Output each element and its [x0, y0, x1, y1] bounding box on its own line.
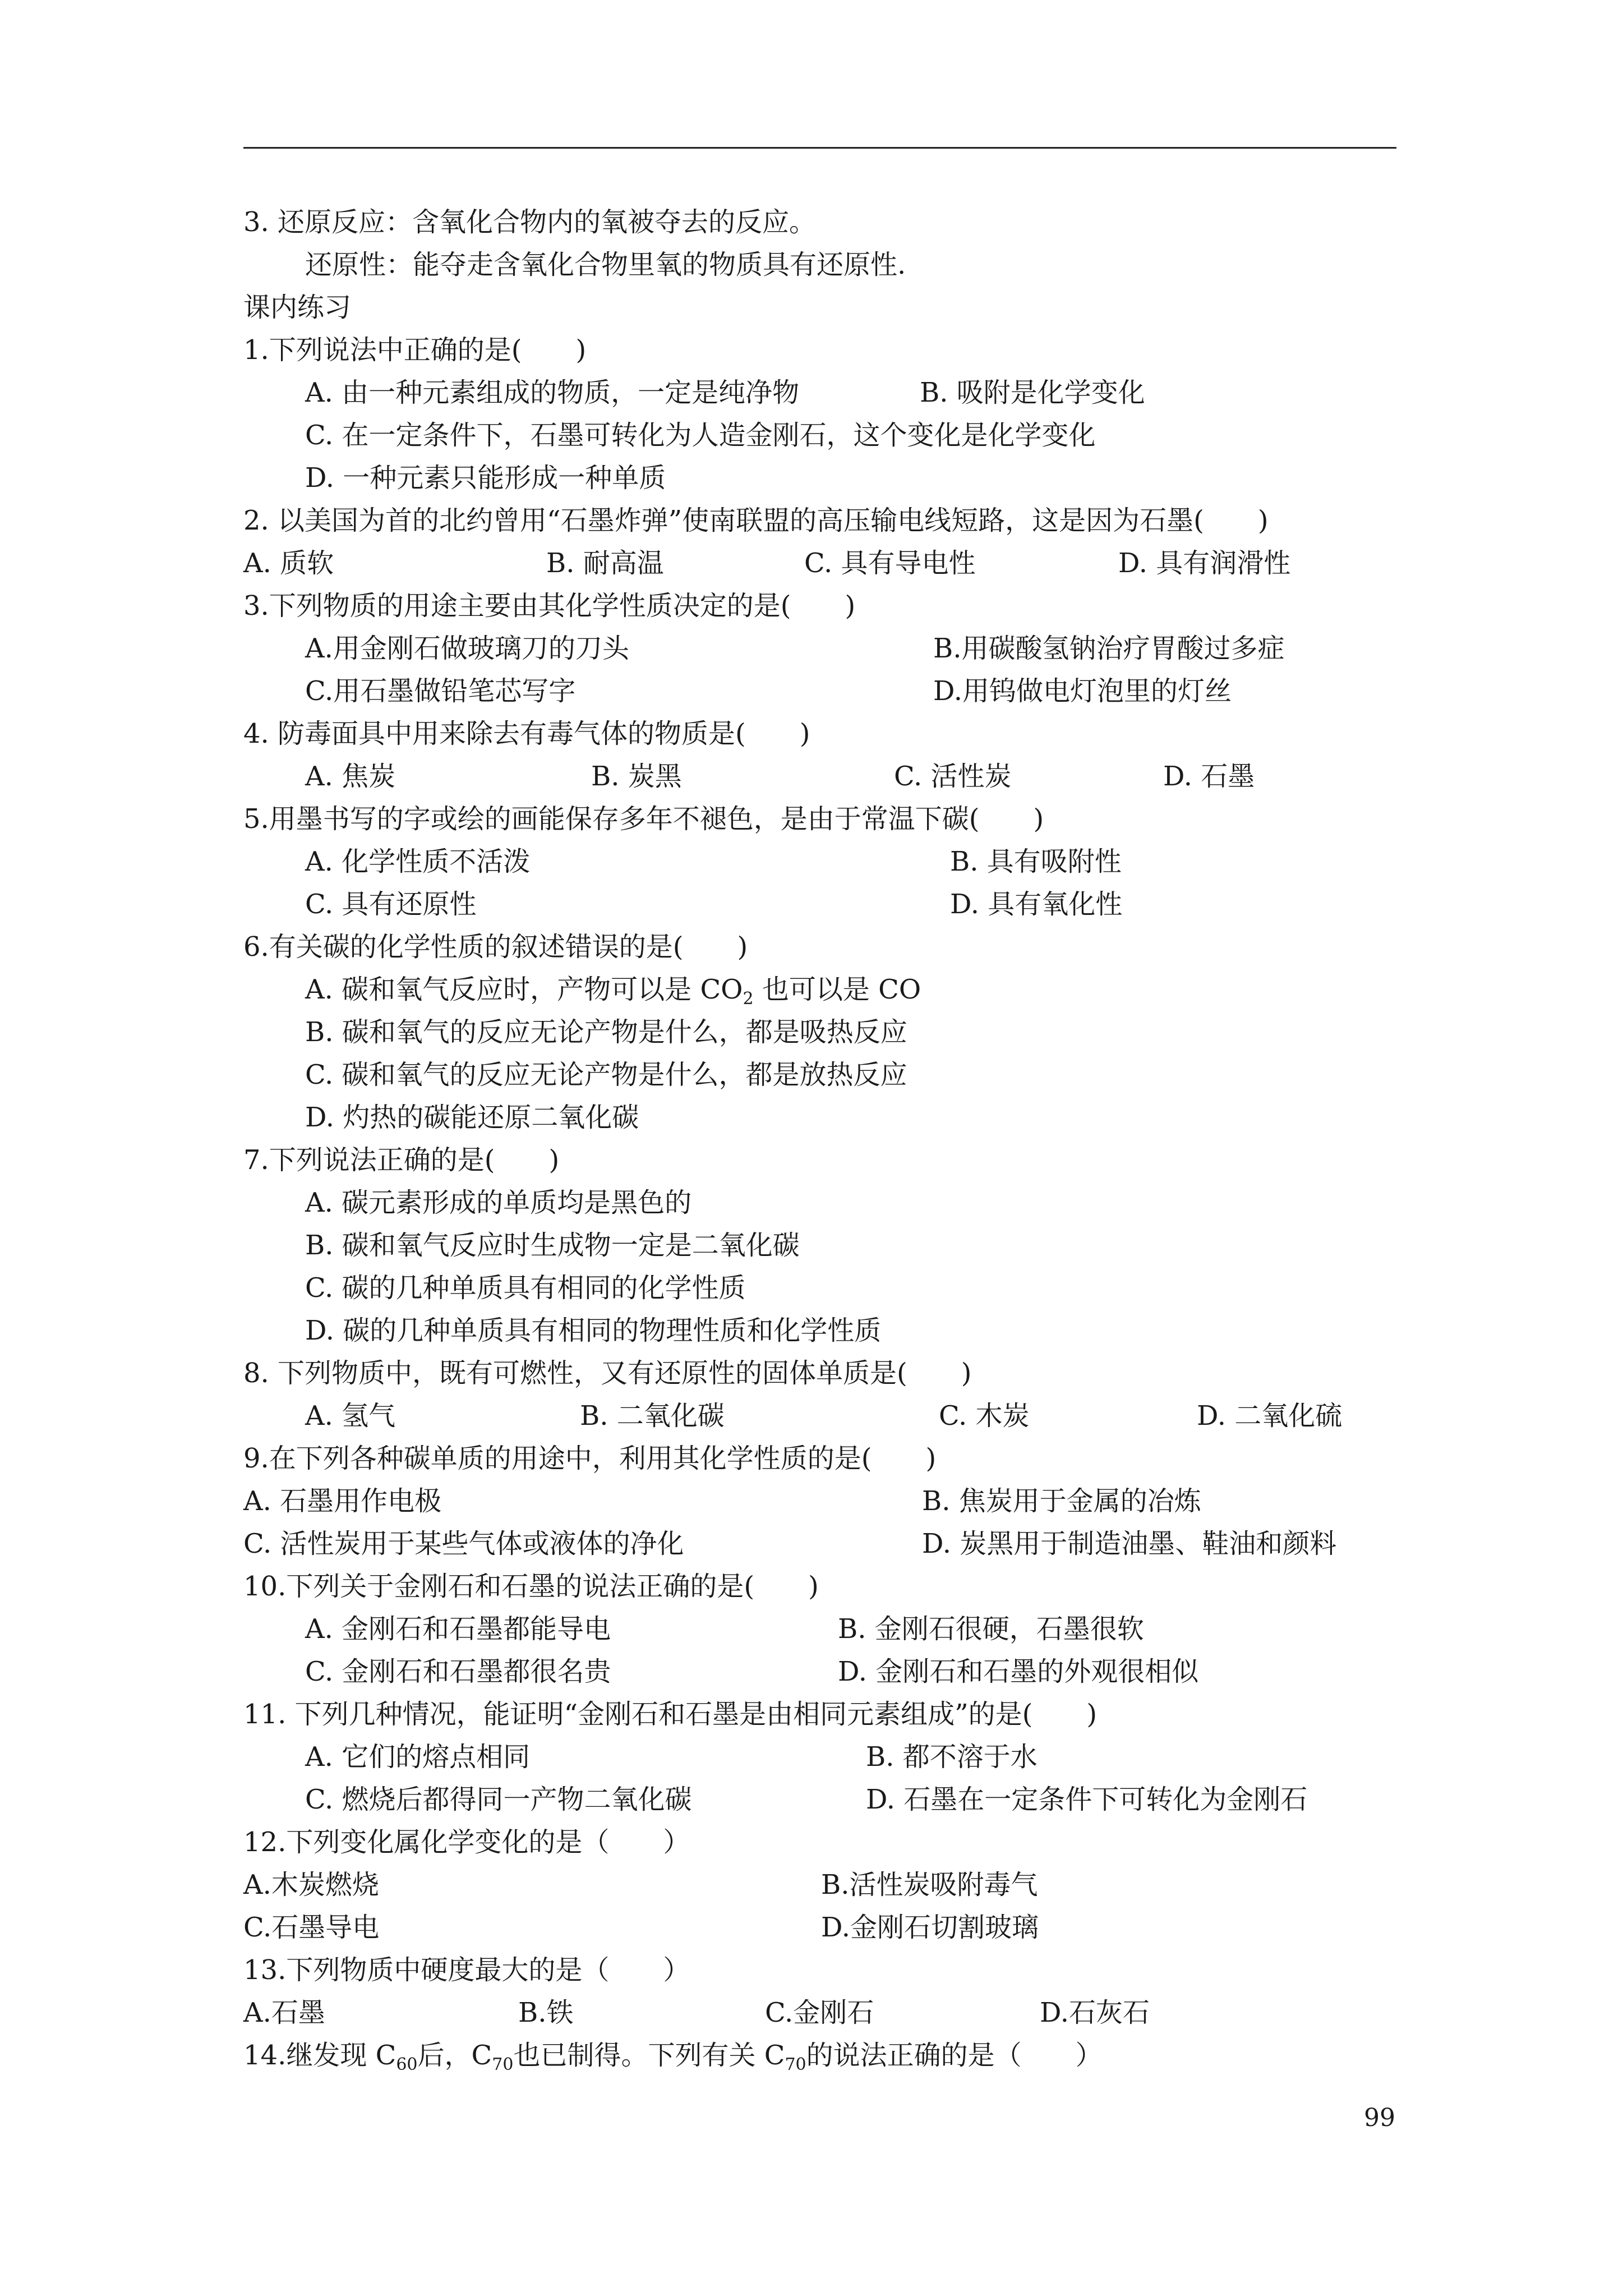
q3-option-b: B.用碳酸氢钠治疗胃酸过多症: [933, 633, 1285, 664]
co2-formula: $CO_2$: [700, 974, 754, 1009]
question-13-stem: 13.下列物质中硬度最大的是（ ）: [243, 1954, 690, 1986]
q1-option-c: C. 在一定条件下，石墨可转化为人造金刚石，这个变化是化学变化: [305, 420, 1096, 451]
q12-option-a: A.木炭燃烧: [243, 1869, 379, 1901]
q3-option-c: C.用石墨做铅笔芯写字: [305, 675, 576, 707]
q3-option-a: A.用金刚石做玻璃刀的刀头: [305, 633, 629, 664]
q13-option-a: A.石墨: [243, 1997, 325, 2028]
page-number: 99: [1364, 2104, 1395, 2132]
intro-item-3: 3. 还原反应：含氧化合物内的氧被夺去的反应。: [243, 206, 817, 238]
q11-option-b: B. 都不溶于水: [866, 1741, 1038, 1773]
q2-option-c: C. 具有导电性: [804, 547, 976, 579]
q8-option-b: B. 二氧化碳: [580, 1400, 725, 1432]
intro-reducibility: 还原性：能夺走含氧化合物里氧的物质具有还原性.: [305, 249, 906, 280]
question-8-stem: 8. 下列物质中，既有可燃性，又有还原性的固体单质是( ): [243, 1358, 972, 1389]
q12-option-c: C.石墨导电: [243, 1912, 380, 1943]
q6-option-b: B. 碳和氧气的反应无论产物是什么，都是吸热反应: [305, 1016, 907, 1048]
question-2-stem: 2. 以美国为首的北约曾用“石墨炸弹”使南联盟的高压输电线短路，这是因为石墨( ): [243, 505, 1269, 536]
q10-option-b: B. 金刚石很硬，石墨很软: [838, 1613, 1144, 1645]
q3-option-d: D.用钨做电灯泡里的灯丝: [933, 675, 1232, 707]
q5-option-b: B. 具有吸附性: [950, 846, 1122, 877]
q10-option-a: A. 金刚石和石墨都能导电: [305, 1613, 611, 1645]
q10-option-d: D. 金刚石和石墨的外观很相似: [838, 1656, 1199, 1687]
question-12-stem: 12.下列变化属化学变化的是（ ）: [243, 1826, 690, 1858]
question-5-stem: 5.用墨书写的字或绘的画能保存多年不褪色，是由于常温下碳( ): [243, 803, 1044, 835]
q1-option-b: B. 吸附是化学变化: [920, 377, 1145, 408]
section-heading: 课内练习: [243, 292, 352, 323]
q6-option-d: D. 灼热的碳能还原二氧化碳: [305, 1102, 639, 1133]
q11-option-d: D. 石墨在一定条件下可转化为金刚石: [866, 1784, 1308, 1815]
q6-option-a: [305, 973, 921, 1016]
question-11-stem: 11. 下列几种情况，能证明“金刚石和石墨是由相同元素组成”的是( ): [243, 1699, 1098, 1730]
header-rule: [243, 147, 1396, 149]
question-1-stem: 1.下列说法中正确的是( ): [243, 334, 587, 366]
q13-option-b: B.铁: [518, 1997, 574, 2028]
q9-option-d: D. 炭黑用于制造油墨、鞋油和颜料: [922, 1528, 1337, 1559]
q2-option-a: A. 质软: [243, 547, 334, 579]
q9-option-b: B. 焦炭用于金属的冶炼: [922, 1485, 1201, 1517]
q12-option-d: D.金刚石切割玻璃: [821, 1912, 1039, 1943]
question-6-stem: 6.有关碳的化学性质的叙述错误的是( ): [243, 931, 748, 963]
q13-option-c: C.金刚石: [765, 1997, 874, 2028]
q4-option-d: D. 石墨: [1163, 761, 1255, 792]
q8-option-c: C. 木炭: [939, 1400, 1030, 1432]
q10-option-c: C. 金刚石和石墨都很名贵: [305, 1656, 611, 1687]
q7-option-c: C. 碳的几种单质具有相同的化学性质: [305, 1272, 746, 1304]
q11-option-a: A. 它们的熔点相同: [305, 1741, 531, 1773]
q5-option-a: A. 化学性质不活泼: [305, 846, 531, 877]
question-10-stem: 10.下列关于金刚石和石墨的说法正确的是( ): [243, 1571, 819, 1602]
q2-option-b: B. 耐高温: [546, 547, 664, 579]
q4-option-b: B. 炭黑: [591, 761, 682, 792]
q2-option-d: D. 具有润滑性: [1118, 547, 1291, 579]
q5-option-d: D. 具有氧化性: [950, 889, 1123, 920]
q13-option-d: D.石灰石: [1040, 1997, 1150, 2028]
q8-option-d: D. 二氧化硫: [1197, 1400, 1343, 1432]
q8-option-a: A. 氢气: [305, 1400, 396, 1432]
q7-option-b: B. 碳和氧气反应时生成物一定是二氧化碳: [305, 1230, 800, 1261]
q9-option-c: C. 活性炭用于某些气体或液体的净化: [243, 1528, 684, 1559]
q5-option-c: C. 具有还原性: [305, 889, 477, 920]
q7-option-d: D. 碳的几种单质具有相同的物理性质和化学性质: [305, 1315, 882, 1346]
q11-option-c: C. 燃烧后都得同一产物二氧化碳: [305, 1784, 692, 1815]
question-3-stem: 3.下列物质的用途主要由其化学性质决定的是( ): [243, 590, 856, 622]
q9-option-a: A. 石墨用作电极: [243, 1485, 442, 1517]
q1-option-d: D. 一种元素只能形成一种单质: [305, 462, 666, 494]
q4-option-a: A. 焦炭: [305, 761, 396, 792]
q6-option-a-tail: 也可以是 CO: [762, 974, 921, 1005]
q12-option-b: B.活性炭吸附毒气: [821, 1869, 1038, 1901]
question-9-stem: 9.在下列各种碳单质的用途中，利用其化学性质的是( ): [243, 1443, 937, 1474]
q7-option-a: A. 碳元素形成的单质均是黑色的: [305, 1187, 692, 1218]
question-14-stem: 14.继发现 $C_{60}$后，$C_{70}$也已制得。下列有关 $C_{70}$的说法正确的是（ ）: [243, 2040, 1103, 2074]
q6-option-a-text: A. 碳和氧气反应时，产物可以是: [305, 974, 692, 1005]
question-4-stem: 4. 防毒面具中用来除去有毒气体的物质是( ): [243, 718, 810, 749]
q1-option-a: A. 由一种元素组成的物质，一定是纯净物: [305, 377, 800, 408]
q4-option-c: C. 活性炭: [894, 761, 1012, 792]
q6-option-c: C. 碳和氧气的反应无论产物是什么，都是放热反应: [305, 1059, 907, 1091]
question-7-stem: 7.下列说法正确的是( ): [243, 1144, 560, 1176]
